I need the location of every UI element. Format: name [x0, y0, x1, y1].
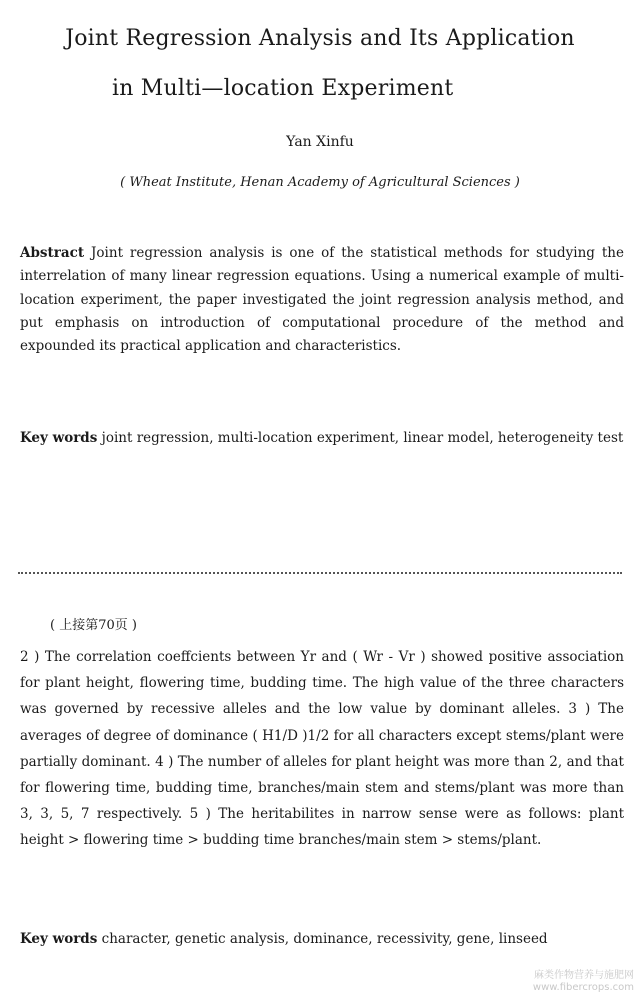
keywords-text: joint regression, multi-location experiment, linear model, heterogeneity test [101, 430, 624, 446]
keywords-label: Key words [20, 430, 98, 446]
abstract-label: Abstract [20, 245, 85, 261]
body-keywords-text: character, genetic analysis, dominance, recessivity, gene, linseed [101, 931, 548, 947]
body-paragraph: 2 ) The correlation coeffcients between Yr and ( Wr - Vr ) showed positive association for plant height, flowering time, budding time. The high value of the three characters was governed by recessive alleles and the low value by dominant alleles. 3 ) The averages of degree of dominance ( H1/D )1/2 for all characters except stems/plant were partially dominant. 4 ) The number of alleles for plant height was more than 2, and that for flowering time, budding time, branches/main stem and stems/plant was more than 3, 3, 5, 7 respectively. 5 ) The heritabilites in narrow sense were as follows: plant height > flowering time > budding time branches/main stem > stems/plant. [20, 649, 624, 849]
abstract-paragraph [20, 242, 624, 358]
watermark-line-1: 麻类作物营养与施肥网 [534, 970, 634, 981]
author-affiliation: ( Wheat Institute, Henan Academy of Agricultural Sciences ) [120, 175, 520, 190]
watermark-line-2: www.fibercrops.com [532, 982, 634, 993]
abstract-text: Joint regression analysis is one of the statistical methods for studying the interrelation of many linear regression equations. Using a numerical example of multi-location experiment, the paper investigated the joint regression analysis method, and put emphasis on introduction of computational procedure of the method and expounded its practical application and characteristics. [20, 245, 624, 355]
body-keywords-paragraph [20, 928, 624, 951]
continued-from-marker: ( 上接第70页 ) [50, 618, 137, 633]
paper-title-line-2: in Multi—location Experiment [112, 76, 454, 101]
body-keywords-label: Key words [20, 931, 98, 947]
section-divider [18, 572, 622, 574]
site-watermark [533, 970, 634, 994]
keywords-paragraph [20, 427, 624, 450]
paper-title-line-1: Joint Regression Analysis and Its Application [65, 26, 575, 51]
author-name: Yan Xinfu [286, 134, 354, 150]
